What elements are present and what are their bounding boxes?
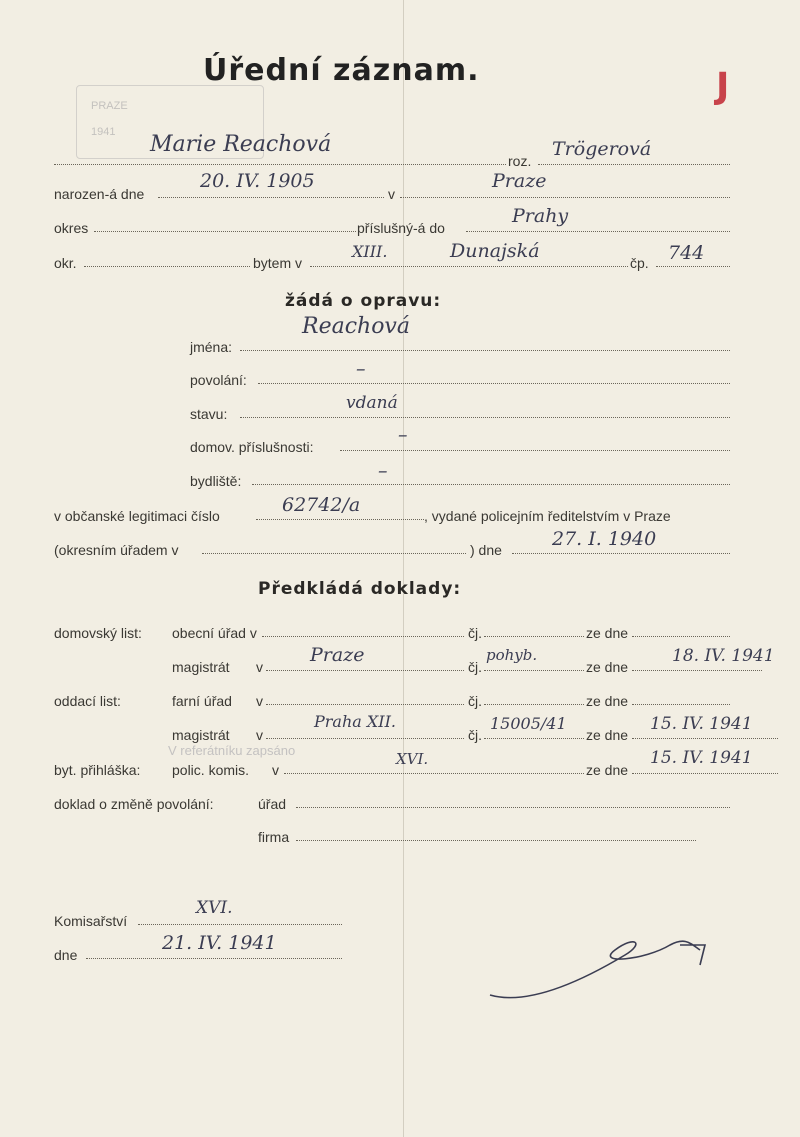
cj-line-1 xyxy=(484,636,584,637)
handwritten-street: Dunajská xyxy=(450,240,540,262)
ze-dne-line-5 xyxy=(632,773,778,774)
handwritten-corrected-name: Reachová xyxy=(302,314,410,339)
polic-label: polic. komis. xyxy=(172,762,250,778)
handwritten-domicile: Prahy xyxy=(512,205,569,227)
povolani-line xyxy=(258,383,730,384)
handwritten-name: Marie Reachová xyxy=(150,132,332,157)
handwritten-residence: – xyxy=(378,460,388,482)
cj-label-2: čj. xyxy=(468,659,482,675)
cj-label-1: čj. xyxy=(468,625,482,641)
signature xyxy=(485,915,725,1010)
domov-line xyxy=(340,450,730,451)
issue-date-label: ) dne xyxy=(470,542,502,558)
v-label-mag-1: v xyxy=(256,659,263,675)
cj-line-2 xyxy=(484,670,584,671)
prislusny-label: příslušný-á do xyxy=(357,220,445,236)
handwritten-mag-cj: pohyb. xyxy=(486,646,538,664)
okres-label: okres xyxy=(54,220,89,236)
correction-heading: žádá o opravu: xyxy=(285,291,442,311)
firma-line xyxy=(296,840,696,841)
byt-label: byt. přihláška: xyxy=(54,762,141,778)
maiden-name-line xyxy=(538,164,730,165)
magistrat-label-1: magistrát xyxy=(172,659,230,675)
jmena-label: jména: xyxy=(190,339,233,355)
stamp-line-1: PRAZE xyxy=(91,100,128,112)
cp-label: čp. xyxy=(630,255,649,271)
handwritten-mag-place: Praze xyxy=(310,644,365,666)
stavu-line xyxy=(240,417,730,418)
marriage-place-line xyxy=(266,738,464,739)
ze-dne-line-2 xyxy=(632,670,762,671)
farni-label: farní úřad xyxy=(172,693,232,709)
cj-line-4 xyxy=(484,738,584,739)
ze-dne-line-4 xyxy=(632,738,778,739)
handwritten-issue-date: 27. I. 1940 xyxy=(552,528,657,550)
handwritten-maiden-name: Trögerová xyxy=(552,138,652,160)
handwritten-birth-date: 20. IV. 1905 xyxy=(200,170,315,192)
residence-line xyxy=(310,266,628,267)
okr-label: okr. xyxy=(54,255,77,271)
cj-label-4: čj. xyxy=(468,727,482,743)
handwritten-marriage-place: Praha XII. xyxy=(314,712,396,731)
birth-place-line xyxy=(400,197,730,198)
dne-label: dne xyxy=(54,947,78,963)
mag-place-line-1 xyxy=(266,670,464,671)
domov-label: domov. příslušnosti: xyxy=(190,439,314,455)
documents-heading: Předkládá doklady: xyxy=(258,579,462,599)
cj-label-3: čj. xyxy=(468,693,482,709)
roz-label: roz. xyxy=(508,153,532,169)
v-label-mag-2: v xyxy=(256,727,263,743)
v-label-polic: v xyxy=(272,762,279,778)
faded-register-stamp: V referátníku zapsáno xyxy=(168,743,296,758)
komisarstvi-label: Komisařství xyxy=(54,913,128,929)
district-office-label: (okresním úřadem v xyxy=(54,542,179,558)
firma-label: firma xyxy=(258,829,290,845)
okres-line xyxy=(94,231,356,232)
handwritten-house-no: 744 xyxy=(668,242,705,264)
house-no-line xyxy=(656,266,730,267)
handwritten-status: vdaná xyxy=(346,393,398,413)
handwritten-marriage-cj: 15005/41 xyxy=(490,714,567,733)
jmena-line xyxy=(240,350,730,351)
doklad-label: doklad o změně povolání: xyxy=(54,796,214,812)
id-number-line xyxy=(256,519,424,520)
handwritten-final-date: 21. IV. 1941 xyxy=(162,932,277,954)
povolani-label: povolání: xyxy=(190,372,247,388)
bydliste-label: bydliště: xyxy=(190,473,242,489)
stamp-line-2: 1941 xyxy=(91,126,116,138)
name-line xyxy=(54,164,506,165)
corner-letter: J xyxy=(716,66,730,107)
domicile-line xyxy=(466,231,730,232)
born-label: narozen-á dne xyxy=(54,186,145,202)
document-title: Úřední záznam. xyxy=(203,53,480,88)
handwritten-birth-place: Praze xyxy=(492,170,547,192)
v-label: v xyxy=(388,186,395,202)
komisarstvi-line xyxy=(138,924,342,925)
ze-dne-label-3: ze dne xyxy=(586,693,629,709)
legitimation-label: v občanské legitimaci číslo xyxy=(54,508,220,524)
ze-dne-label-2: ze dne xyxy=(586,659,629,675)
v-label-farni: v xyxy=(256,693,263,709)
obecni-place-line xyxy=(262,636,464,637)
ze-dne-line-1 xyxy=(632,636,730,637)
domovsky-label: domovský list: xyxy=(54,625,142,641)
ze-dne-label-1: ze dne xyxy=(586,625,629,641)
urad-line xyxy=(296,807,730,808)
urad-label: úřad xyxy=(258,796,287,812)
birth-date-line xyxy=(158,197,384,198)
handwritten-mag-date: 18. IV. 1941 xyxy=(672,646,775,666)
obecni-label: obecní úřad v xyxy=(172,625,257,641)
handwritten-domov: – xyxy=(398,424,408,446)
cj-line-3 xyxy=(484,704,584,705)
stavu-label: stavu: xyxy=(190,406,228,422)
oddaci-label: oddací list: xyxy=(54,693,121,709)
ze-dne-label-4: ze dne xyxy=(586,727,629,743)
final-date-line xyxy=(86,958,342,959)
magistrat-label-2: magistrát xyxy=(172,727,230,743)
handwritten-district: XIII. xyxy=(352,242,388,261)
handwritten-marriage-date: 15. IV. 1941 xyxy=(650,714,753,734)
handwritten-registration-date: 15. IV. 1941 xyxy=(650,748,753,768)
bytem-label: bytem v xyxy=(253,255,303,271)
district-office-line xyxy=(202,553,466,554)
polic-line xyxy=(284,773,584,774)
handwritten-id-number: 62742/a xyxy=(282,494,361,516)
issued-by-label: , vydané policejním ředitelstvím v Praze xyxy=(424,508,671,524)
ze-dne-line-3 xyxy=(632,704,730,705)
paper-fold xyxy=(403,0,404,1137)
ze-dne-label-5: ze dne xyxy=(586,762,629,778)
issue-date-line xyxy=(512,553,730,554)
farni-place-line xyxy=(266,704,464,705)
handwritten-komisarstvi: XVI. xyxy=(196,898,233,918)
okr-line xyxy=(84,266,250,267)
bydliste-line xyxy=(252,484,730,485)
handwritten-registration-komis: XVI. xyxy=(396,750,429,768)
handwritten-occupation: – xyxy=(356,358,366,380)
